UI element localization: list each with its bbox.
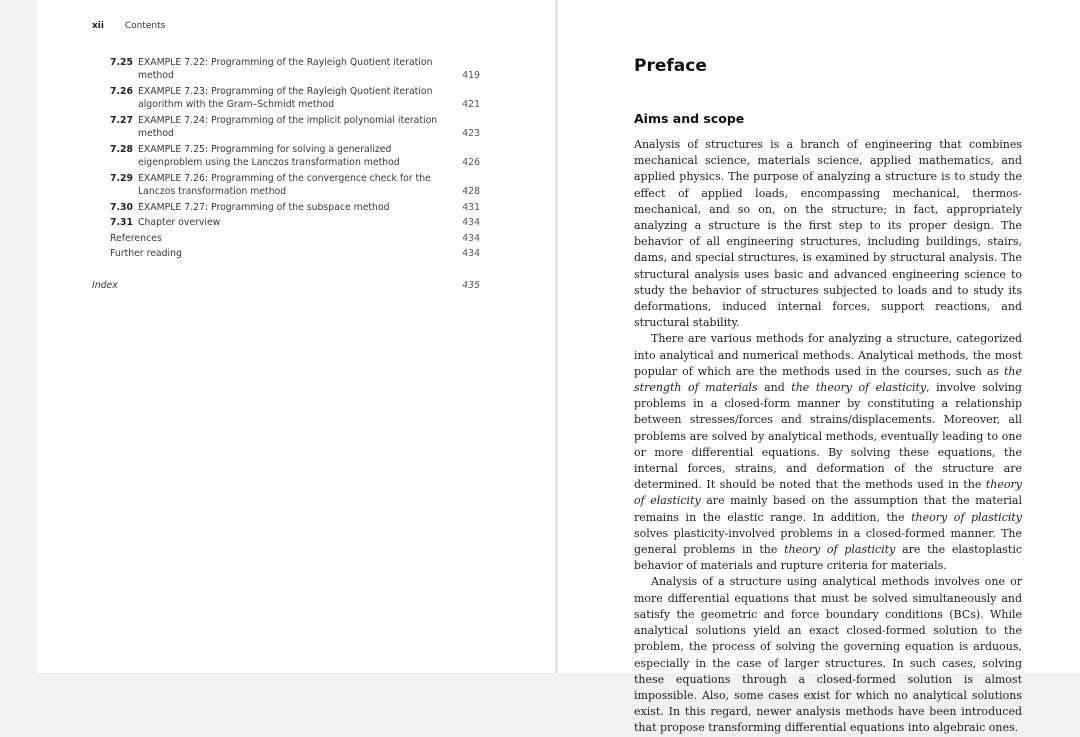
page-number: xii bbox=[92, 21, 104, 31]
toc-number: 7.31 bbox=[110, 217, 133, 228]
emphasis: the strength of materials bbox=[634, 364, 1022, 395]
text-run: are mainly based on the assumption that the material remains in the elastic range. In addition, the bbox=[634, 494, 1022, 524]
section-heading: Aims and scope bbox=[634, 111, 745, 126]
emphasis: theory of plasticity bbox=[911, 510, 1023, 524]
emphasis: the theory of elasticity bbox=[791, 381, 927, 395]
toc-title: Chapter overview bbox=[138, 217, 221, 228]
toc-title: Further reading bbox=[110, 248, 182, 259]
text-run: are the elastoplastic behavior of materials and rupture criteria for materials. bbox=[634, 543, 1023, 573]
toc-number: 7.27 bbox=[110, 115, 133, 126]
preface-page bbox=[558, 0, 1080, 735]
toc-title: EXAMPLE 7.23: Programming of the Rayleigh Quotient iteration algorithm with the Gram–Schmidt method bbox=[138, 86, 433, 110]
toc-number: 7.25 bbox=[110, 57, 133, 68]
toc-title: References bbox=[110, 233, 162, 244]
text-run: There are various methods for analyzing a structure, categorized into analytical and numerical methods. Analytical methods, the most popular of which are the methods used in the courses, such as bbox=[634, 332, 1022, 378]
emphasis: theory of plasticity bbox=[784, 543, 896, 557]
text-run: , involve solving problems in a closed-form manner by constituting a relationship between stresses/forces and strains/displacements. Moreover, all problems are solved by analytical methods, eventually leading to one or more differential equations. By solving these equations, the internal forces, strains, and deformation of the structure are determined. It should be noted that the methods used in the bbox=[634, 381, 1022, 492]
toc-number: 7.26 bbox=[110, 86, 133, 97]
toc-number: 7.29 bbox=[110, 173, 133, 184]
text-run: solves plasticity-involved problems in a closed-formed manner. The general problems in the bbox=[634, 526, 1022, 557]
contents-page: xii Contents 7.25 EXAMPLE 7.22: Programming of the Rayleigh Quotient iteration method 419 7.26 EXAMPLE 7.23: Programming of the Rayleigh Quotient iteration algorithm with the Gram–Schmidt method 421 7.27 EXAMPLE 7.24: Programming of the implicit polynomial iteration method 423 7.28 EXAMPLE 7.25: Programming for solving a generalized eigenproblem using the Lanczos transformation method 426 7.29 EXAMPLE 7.26: Programming of the convergence check for the Lanczos transformation method 428 7.30 EXAMPLE 7.27: Programming of the subspace method 431 7.31 Chapter overview 434 References 434 Further reading 434 Index 435 bbox=[37, 0, 555, 673]
paragraph-2 bbox=[634, 331, 1022, 574]
text-run: and bbox=[757, 381, 792, 395]
toc-number: 7.30 bbox=[110, 202, 133, 213]
toc-title: Index bbox=[92, 280, 118, 291]
paragraph-1: Analysis of structures is a branch of engineering that combines mechanical science, materials science, applied mathematics, and applied physics. The purpose of analyzing a structure is to study the effect of applied loads, encompassing mechanical, thermos-mechanical, and so on, on the structure; in fact, appropriately analyzing a structure is the first step to its proper design. The behavior of all engineering structures, including buildings, stairs, dams, and special structures, is examined by structural analysis. The structural analysis uses basic and advanced engineering science to study the behavior of structures subjected to loads and to study its deformations, induced internal forces, support reactions, and structural stability. bbox=[634, 138, 1022, 330]
page-title: Preface bbox=[634, 56, 707, 76]
toc-title: EXAMPLE 7.26: Programming of the convergence check for the Lanczos transformation method bbox=[138, 173, 431, 197]
toc-title: EXAMPLE 7.22: Programming of the Rayleigh Quotient iteration method bbox=[138, 57, 433, 81]
toc-title: EXAMPLE 7.25: Programming for solving a generalized eigenproblem using the Lanczos transformation method bbox=[138, 144, 400, 168]
running-head bbox=[92, 21, 165, 31]
preface-body bbox=[634, 137, 1022, 737]
emphasis: theory of elasticity bbox=[634, 478, 1022, 508]
toc-title: EXAMPLE 7.27: Programming of the subspace method bbox=[138, 202, 390, 213]
toc-number: 7.28 bbox=[110, 144, 133, 155]
running-head-title: Contents bbox=[124, 21, 166, 31]
paragraph-3: Analysis of a structure using analytical methods involves one or more differential equations that must be solved simultaneously and satisfy the geometric and force boundary conditions (BCs). While analytical solutions yield an exact closed-formed solution to the problem, the process of solving the governing equation is arduous, especially in the case of larger structures. In such cases, solving these equations through a closed-formed solution is almost impossible. Also, some cases exist for which no analytical solutions exist. In this regard, newer analysis methods have been introduced that propose transforming differential equations into algebraic ones. bbox=[634, 575, 1022, 735]
toc-title: EXAMPLE 7.24: Programming of the implicit polynomial iteration method bbox=[138, 115, 438, 139]
